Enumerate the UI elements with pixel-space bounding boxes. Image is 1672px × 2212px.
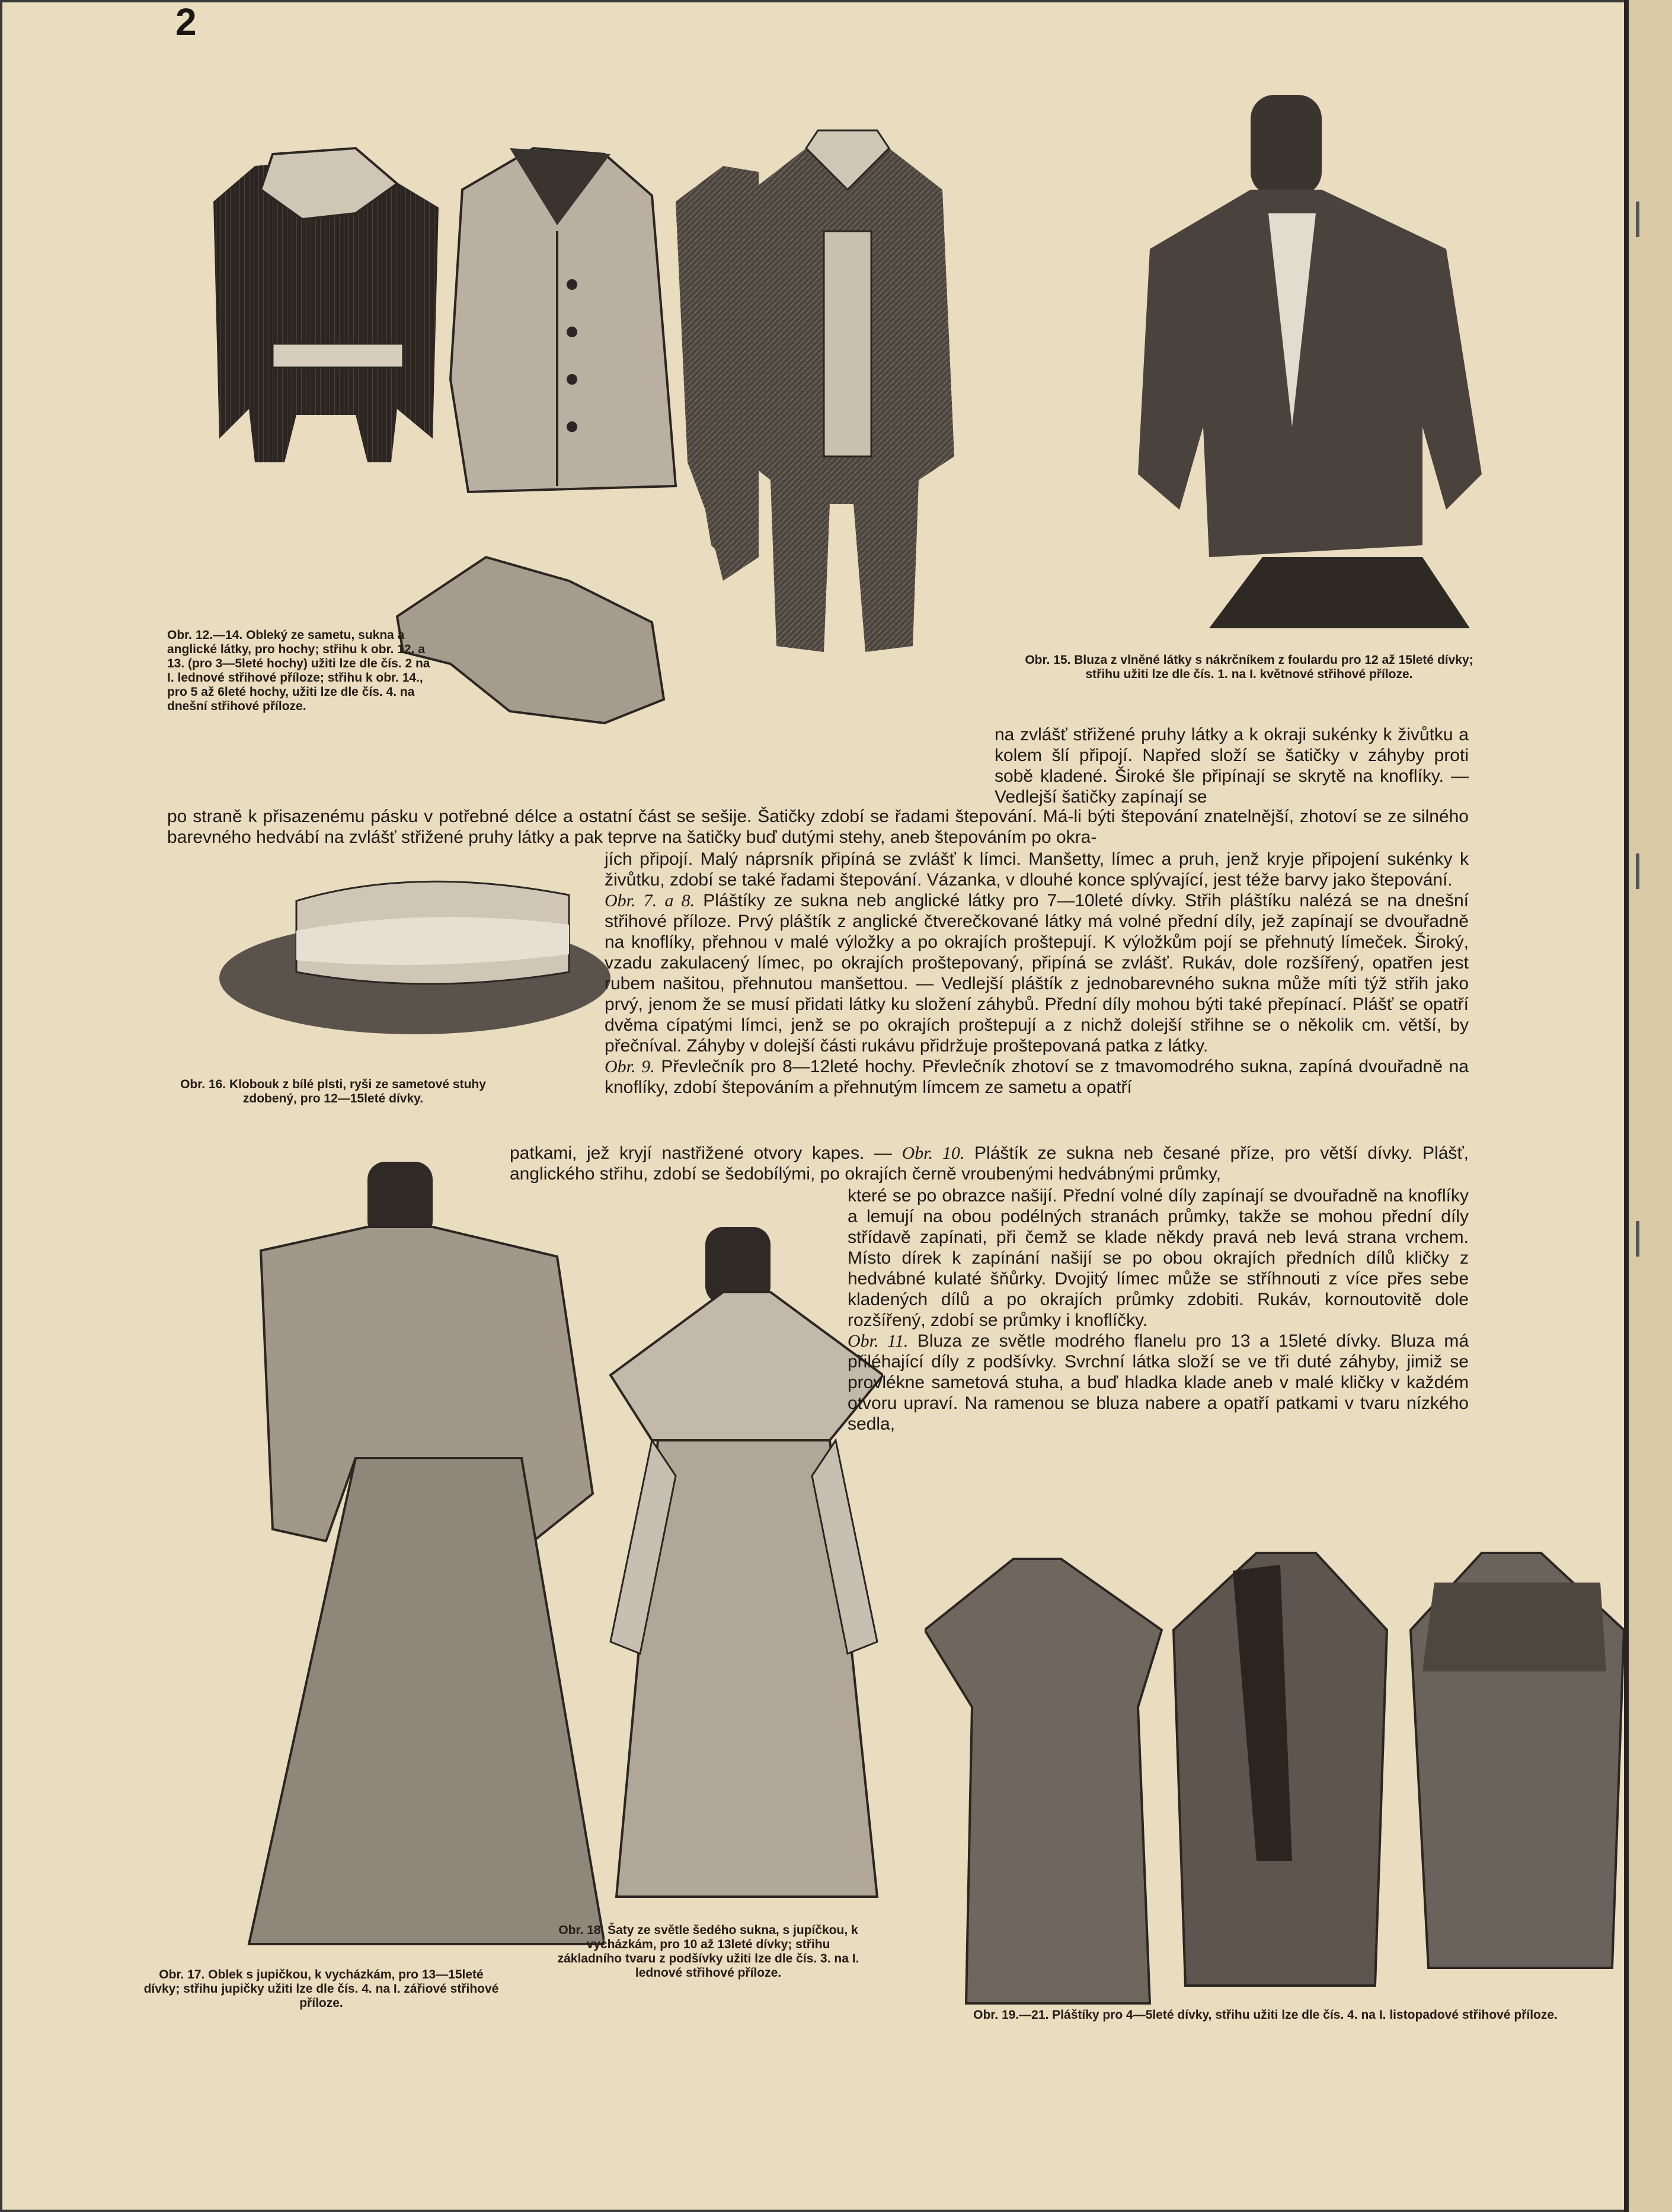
dress-illustration [605,1227,883,1903]
tweed-suit-illustration [741,124,960,664]
hat-illustration [213,865,616,1043]
figure-17-costume [237,1162,605,1950]
article-paragraph [848,1331,1469,1434]
article-text: Pláštíky ze sukna neb anglické látky pro 7—10leté dívky. Střih pláštíku nalézá se na dnešní střihové příloze. Prvý pláštík z anglické čtverečkované látky má volné přední díly, jež zapínají se dvouřadně na knoflíky, přehnou v malé výložky a po okrajích proštepují. K výložkům pojí se přehnutý límeček. Široký, vzadu zakulacený límec, po okrajích proštepovaný, připíná se zvlášť. Rukáv, dole rozšířený, opatřen jest rubem našitou, přehnutou manšettou. — Vedlejší pláštík z jednobarevného sukna může míti týž střih jako prvý, jenom že se musí přidati látky ku složení záhybů. Přední díly mohou býti také přepínací. Plášť se opatří dvěma cípatými límci, jenž se po okrajích proštepují a z nichž dolejší střihne se o několik cm. větší, by přečníval. Záhyby v dolejší části rukávu přidržuje proštepovaná patka z látky. [605,891,1469,1056]
caption-fig-18: Obr. 18. Šaty ze světle šedého sukna, s jupíčkou, k vycházkám, pro 10 až 13leté dívky; střihu základního tvaru z podšívky užiti lze dle čís. 3. na I. lednové střihové příloze. [557,1923,859,1980]
article-paragraph: na zvlášť střižené pruhy látky a k okraji sukénky k živůtku a kolem šlí připojí. Napřed složí se šatičky v záhyby proti sobě kladené. Široké šle připínají se skrytě na knoflíky. — Vedlejší šatičky zapínají se [995,725,1469,807]
article-column-top-right [995,724,1469,807]
figure-ref: Obr. 10. [901,1143,965,1163]
figure-ref: Obr. 11. [848,1331,909,1351]
figure-ref: Obr. 9. [605,1057,655,1076]
article-paragraph [605,890,1469,1056]
caption-fig-17: Obr. 17. Oblek s jupičkou, k vycházkám, pro 13—15leté dívky; střihu jupičky užiti lze dle čís. 4. na I. zářiové střihové příloze. [143,1968,499,2010]
figure-16-hat [213,865,616,1043]
caption-fig-16: Obr. 16. Klobouk z bílé plsti, ryši ze sametové stuhy zdobený, pro 12—15leté dívky. [180,1078,486,1105]
article-paragraph: jích připojí. Malý náprsník připíná se zvlášť k límci. Manšetty, límec a pruh, jenž kryje připojení sukénky k živůtku, zdobí se také řadami štepování. Vázanka, v dlouhé konce splývající, jest téže barvy jako štepování. [605,849,1469,890]
article-column-right [605,849,1469,1098]
blouse-illustration [1114,95,1494,628]
page-number: 2 [175,1,197,43]
article-text: Pláštík ze sukna neb česané příze, pro větší dívky. Plášť, anglického střihu, zdobí se šedobílými, po okrajích černě vroubenými hedvábnými průmky, [510,1143,1469,1184]
cloaks-illustration [925,1494,1624,2009]
figure-18-dress [605,1227,883,1903]
caption-fig-12-14: Obr. 12.—14. Obleký ze sametu, sukna a anglické látky, pro hochy; střihu k obr. 12. a 13. (pro 3—5leté hochy) užiti lze dle čís. 2 na I. lednové střihové příloze; střihu k obr. 14., pro 5 až 6leté hochy, užiti lze dle čís. 4. na dnešní střihové příloze. [167,628,430,713]
adjacent-page-edge [1624,0,1672,2212]
article-column-lower [848,1185,1469,1434]
article-paragraph [510,1143,1469,1184]
article-text: Bluza ze světle modrého flanelu pro 13 a 15leté dívky. Bluza má přiléhající díly z podšívky. Svrchní látka složí se ve tři duté záhyby, jimiž se provlékne sametová stuha, a buď hladka klade aneb v malé kličky v každém otvoru upraví. Na ramenou se bluza nabere a opatří patkami v tvaru nízkého sedla, [848,1331,1469,1434]
article-text: Převlečník pro 8—12leté hochy. Převlečník zhotoví se z tmavomodrého sukna, zapíná dvouřadně na knoflíky, zdobí štepováním a přehnutým límcem ze sametu a opatří [605,1057,1469,1097]
figure-19-21-cloaks [925,1494,1624,2009]
figure-15-blouse [1114,95,1494,628]
article-paragraph: po straně k přisazenému pásku v potřebné délce a ostatní část se sešije. Šatičky zdobí se řadami štepování. Má-li býti štepování znatelnější, zhotoví se ze silného barevného hedvábí na zvlášť střižené pruhy látky a pak teprve na šatičky buď dutými stehy, aneb štepováním po okra- [167,807,1469,847]
caption-fig-15: Obr. 15. Bluza z vlněné látky s nákrčníkem z foulardu pro 12 až 15leté dívky; střihu užiti lze dle čís. 1. na I. květnové střihové příloze. [1025,653,1473,681]
article-full-width-line [167,806,1469,848]
figure-ref: Obr. 7. a 8. [605,891,695,910]
caption-fig-19-21: Obr. 19.—21. Pláštíky pro 4—5leté dívky, střihu užiti lze dle čís. 4. na I. listopadové střihové příloze. [973,2008,1558,2022]
article-text: patkami, jež kryjí nastřižené otvory kapes. — [510,1143,892,1163]
article-paragraph [605,1056,1469,1098]
article-paragraph: které se po obrazce našijí. Přední volné díly zapínají se dvouřadně na knoflíky a lemují na obou podélných stranách průmky, takže se mohou přední díly střídavě zapínati, při čemž se klade někdy pravá neb levá strana vrchem. Místo dírek k zapínání našijí se po obou okrajích předních dílů kličky z hedvábné kulaté šňůrky. Dvojitý límec může se stříhnouti z více přes sebe kladených dílů a po okrajích průmky zdobiti. Rukáv, kornoutovitě dole rozšířený, zdobí se průmky i knoflíčky. [848,1186,1469,1330]
costume-illustration [237,1162,605,1950]
article-mid-line [510,1143,1469,1184]
figure-14-boys-suit-right [741,124,960,664]
